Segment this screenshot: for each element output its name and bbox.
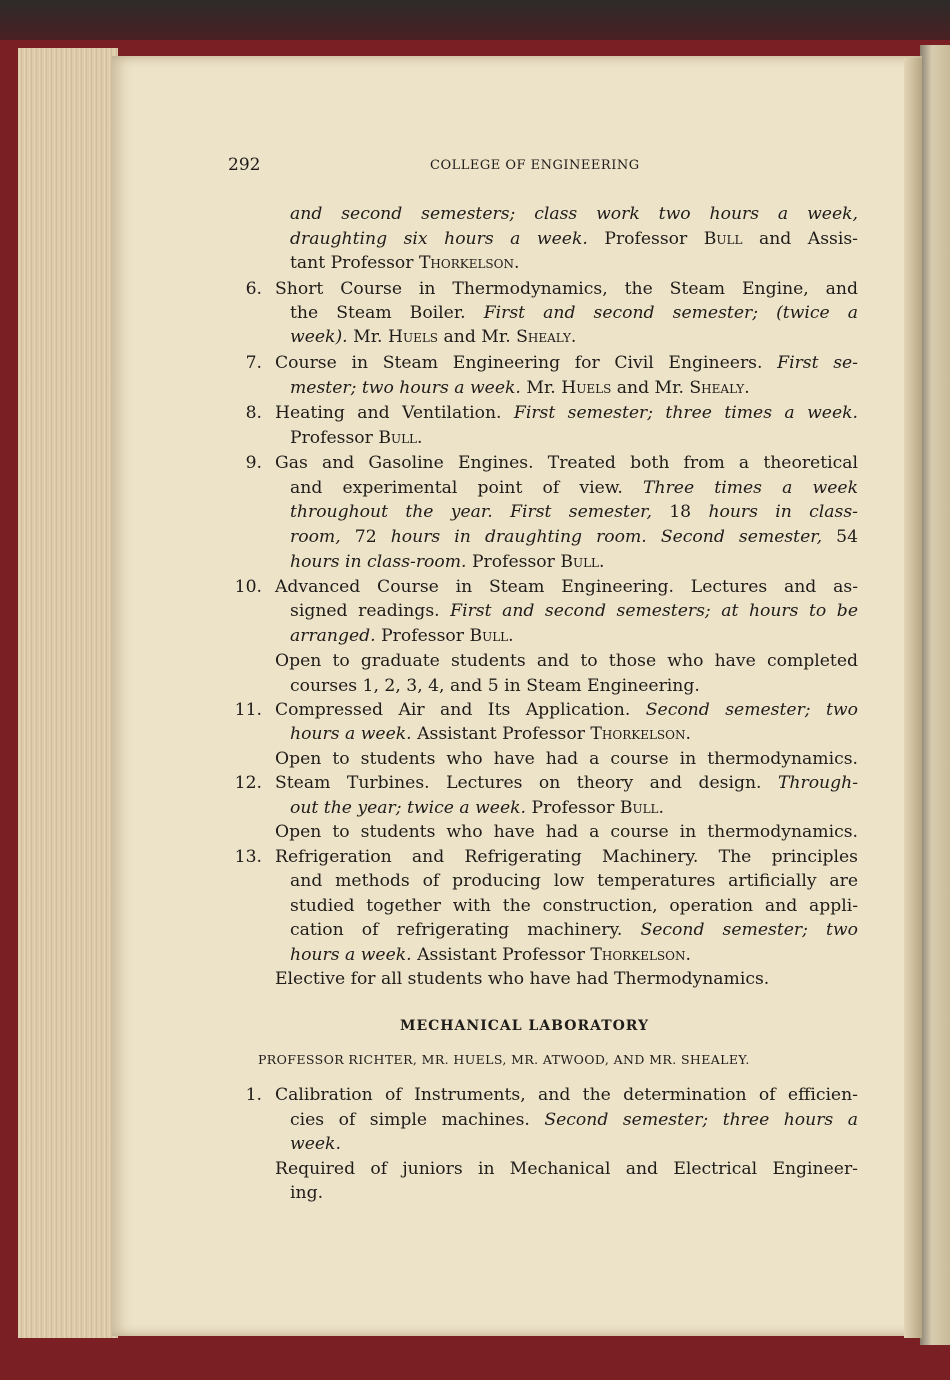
- text-line: Heating and Ventilation. First semester; three times a week.: [275, 403, 859, 423]
- text-line: Advanced Course in Steam Engineering. Lectures and as-: [275, 577, 858, 597]
- text-line: Course in Steam Engineering for Civil Engineers. First se-: [275, 353, 858, 373]
- text-line: hours in class-room. Professor Bull.: [290, 552, 605, 572]
- facing-page-edge: [920, 45, 950, 1345]
- item-number: 11.: [234, 700, 262, 720]
- text-line: ing.: [290, 1183, 324, 1203]
- text-line: week.: [290, 1134, 341, 1154]
- text-line: out the year; twice a week. Professor Bull.: [290, 798, 664, 818]
- background-top: [0, 0, 950, 40]
- text-line: hours a week. Assistant Professor Thorkelson.: [290, 724, 691, 744]
- item-number: 1.: [245, 1085, 262, 1105]
- text-line: week). Mr. Huels and Mr. Shealy.: [290, 327, 577, 347]
- text-line: arranged. Professor Bull.: [290, 626, 514, 646]
- running-header: COLLEGE OF ENGINEERING: [430, 158, 640, 173]
- item-number: 12.: [234, 773, 262, 793]
- item-number: 13.: [234, 847, 262, 867]
- text-line: studied together with the construction, operation and appli-: [290, 896, 858, 916]
- text-line: Steam Turbines. Lectures on theory and design. Through-: [275, 773, 858, 793]
- text-line: Open to students who have had a course in thermodynamics.: [275, 822, 858, 842]
- text-line: mester; two hours a week. Mr. Huels and Mr. Shealy.: [290, 378, 750, 398]
- text-line: Elective for all students who have had Thermodynamics.: [275, 969, 770, 989]
- section-staff: PROFESSOR RICHTER, MR. HUELS, MR. ATWOOD, AND MR. SHEALEY.: [258, 1052, 750, 1067]
- text-line: Open to graduate students and to those who have completed: [275, 651, 858, 671]
- text-line: and experimental point of view. Three times a week: [290, 478, 858, 498]
- item-number: 10.: [234, 577, 262, 597]
- item-number: 6.: [245, 279, 262, 299]
- text-line: throughout the year. First semester, 18 hours in class-: [290, 502, 858, 522]
- text-line: and second semesters; class work two hours a week,: [290, 204, 858, 224]
- text-line: hours a week. Assistant Professor Thorkelson.: [290, 945, 691, 965]
- text-line: room, 72 hours in draughting room. Second semester, 54: [290, 527, 859, 547]
- page-edges: [18, 48, 118, 1338]
- text-line: Required of juniors in Mechanical and Electrical Engineer-: [275, 1159, 858, 1179]
- page-gutter: [904, 58, 922, 1338]
- page-number: 292: [228, 155, 261, 175]
- text-line: draughting six hours a week. Professor Bull and Assis-: [290, 229, 858, 249]
- text-line: Open to students who have had a course in thermodynamics.: [275, 749, 858, 769]
- text-line: courses 1, 2, 3, 4, and 5 in Steam Engineering.: [290, 676, 700, 696]
- item-number: 7.: [245, 353, 262, 373]
- item-number: 9.: [245, 453, 262, 473]
- text-line: signed readings. First and second semesters; at hours to be: [290, 601, 858, 621]
- text-line: Compressed Air and Its Application. Second semester; two: [275, 700, 858, 720]
- text-line: cies of simple machines. Second semester; three hours a: [290, 1110, 858, 1130]
- item-number: 8.: [245, 403, 262, 423]
- text-line: Calibration of Instruments, and the determination of efficien-: [275, 1085, 858, 1105]
- text-line: Refrigeration and Refrigerating Machinery. The principles: [275, 847, 858, 867]
- text-line: Short Course in Thermodynamics, the Steam Engine, and: [275, 279, 858, 299]
- text-line: Gas and Gasoline Engines. Treated both from a theoretical: [275, 453, 858, 473]
- text-line: cation of refrigerating machinery. Second semester; two: [290, 920, 858, 940]
- text-line: and methods of producing low temperatures artificially are: [290, 871, 858, 891]
- text-line: tant Professor Thorkelson.: [290, 253, 520, 273]
- section-heading: MECHANICAL LABORATORY: [400, 1018, 650, 1034]
- text-line: Professor Bull.: [290, 428, 423, 448]
- text-line: the Steam Boiler. First and second semester; (twice a: [290, 303, 859, 323]
